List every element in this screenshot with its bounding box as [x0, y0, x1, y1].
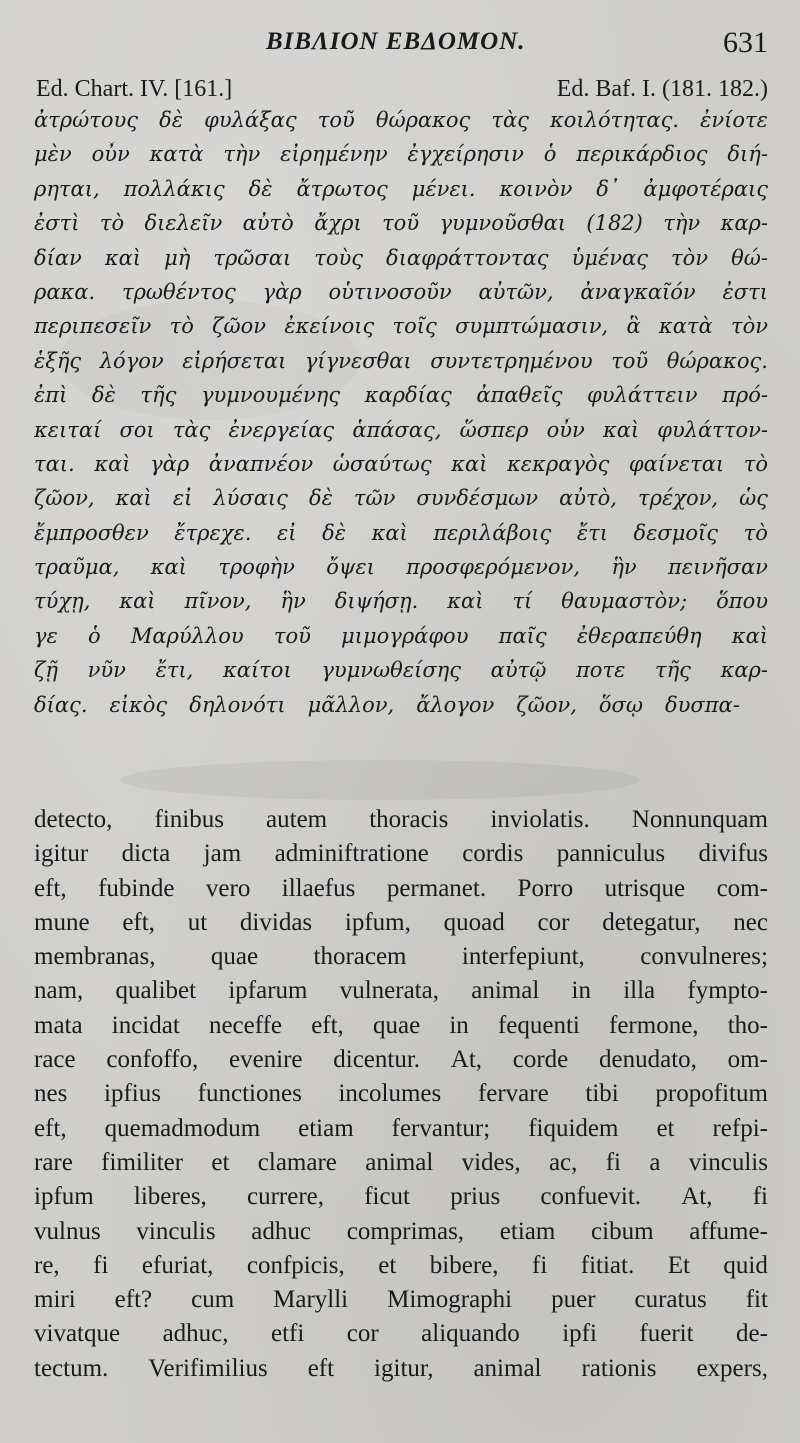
- edition-basel: Ed. Baf. I. (181. 182.): [556, 76, 768, 102]
- greek-text-line: ἀτρώτους δὲ φυλάξας τοῦ θώρακος τὰς κοιλότητας. ἐνίοτε: [34, 108, 768, 132]
- greek-text-block: [34, 108, 768, 727]
- latin-text-line: ipfum liberes, currere, ficut prius confuevit. At, fi: [34, 1183, 768, 1211]
- latin-text-line: race confoffo, evenire dicentur. At, corde denudato, om-: [34, 1046, 768, 1074]
- latin-text-block: [34, 806, 768, 1389]
- greek-text-line: γε ὁ Μαρύλλου τοῦ μιμογράφου παῖς ἐθεραπεύθη καὶ: [34, 623, 768, 648]
- latin-text-line: igitur dicta jam adminiftratione cordis panniculus divifus: [34, 840, 768, 868]
- page-number: 631: [723, 26, 768, 59]
- greek-text-line: τραῦμα, καὶ τροφὴν ὄψει προσφερόμενον, ἣν πεινῆσαν: [34, 555, 768, 580]
- edition-chartier: Ed. Chart. IV. [161.]: [36, 76, 233, 102]
- latin-text-line: membranas, quae thoracem interfepiunt, convulneres;: [34, 943, 768, 971]
- latin-text-line: detecto, finibus autem thoracis inviolatis. Nonnunquam: [34, 806, 768, 833]
- greek-text-line: ται. καὶ γὰρ ἀναπνέον ὡσαύτως καὶ κεκραγὸς φαίνεται τὸ: [34, 451, 768, 476]
- latin-text-line: nes ipfius functiones incolumes fervare tibi propofitum: [34, 1080, 768, 1108]
- latin-text-line: re, fi efuriat, confpicis, et bibere, fi fitiat. Et quid: [34, 1251, 768, 1279]
- greek-text-line: ρηται, πολλάκις δὲ ἄτρωτος μένει. κοινὸν δ᾽ ἀμφοτέραις: [34, 176, 768, 201]
- greek-text-line: δίαν καὶ μὴ τρῶσαι τοὺς διαφράττοντας ὑμένας τὸν θώ-: [34, 245, 768, 270]
- latin-text-line: vulnus vinculis adhuc comprimas, etiam cibum affume-: [34, 1217, 768, 1245]
- greek-text-line: τύχῃ, καὶ πῖνον, ἣν διψήσῃ. καὶ τί θαυμαστὸν; ὅπου: [34, 589, 768, 614]
- latin-text-line: mata incidat neceffe eft, quae in fequenti fermone, tho-: [34, 1011, 768, 1039]
- greek-text-line: περιπεσεῖν τὸ ζῶον ἐκείνοις τοῖς συμπτώμασιν, ἃ κατὰ τὸν: [34, 314, 768, 339]
- book-title: BIBΛION EBΔOMON.: [266, 28, 526, 55]
- running-head: [36, 22, 768, 66]
- greek-text-line: ἐπὶ δὲ τῆς γυμνουμένης καρδίας ἀπαθεῖς φυλάττειν πρό-: [34, 383, 768, 408]
- edition-references: [36, 76, 768, 106]
- latin-text-line: eft, fubinde vero illaefus permanet. Porro utrisque com-: [34, 874, 768, 902]
- latin-text-line: mune eft, ut dividas ipfum, quoad cor detegatur, nec: [34, 908, 768, 936]
- greek-text-line: ἔμπροσθεν ἔτρεχε. εἰ δὲ καὶ περιλάβοις ἔτι δεσμοῖς τὸ: [34, 520, 768, 545]
- greek-text-line: ζῶον, καὶ εἰ λύσαις δὲ τῶν συνδέσμων αὐτὸ, τρέχον, ὡς: [34, 486, 768, 511]
- greek-text-line: ρακα. τρωθέντος γὰρ οὑτινοσοῦν αὐτῶν, ἀναγκαῖόν ἐστι: [34, 279, 768, 304]
- greek-text-line: ἑξῆς λόγον εἰρήσεται γίγνεσθαι συντετρημένου τοῦ θώρακος.: [34, 348, 768, 373]
- greek-text-line: δίας. εἰκὸς δηλονότι μᾶλλον, ἄλογον ζῶον, ὅσῳ δυσπα-: [34, 692, 740, 717]
- greek-text-line: ἐστὶ τὸ διελεῖν αὐτὸ ἄχρι τοῦ γυμνοῦσθαι (182) τὴν καρ-: [34, 211, 768, 236]
- bleed-through-smudge: [120, 760, 640, 800]
- greek-text-line: κειταί σοι τὰς ἐνεργείας ἁπάσας, ὥσπερ οὖν καὶ φυλάττον-: [34, 417, 768, 442]
- latin-text-line: nam, qualibet ipfarum vulnerata, animal in illa fympto-: [34, 977, 768, 1005]
- latin-text-line: miri eft? cum Marylli Mimographi puer curatus fit: [34, 1286, 768, 1314]
- greek-text-line: μὲν οὖν κατὰ τὴν εἰρημένην ἐγχείρησιν ὁ περικάρδιος διή-: [34, 142, 768, 167]
- latin-text-line: rare fimiliter et clamare animal vides, ac, fi a vinculis: [34, 1148, 768, 1176]
- latin-text-line: eft, quemadmodum etiam fervantur; fiquidem et refpi-: [34, 1114, 768, 1142]
- latin-text-line: vivatque adhuc, etfi cor aliquando ipfi fuerit de-: [34, 1320, 768, 1348]
- latin-text-line: tectum. Verifimilius eft igitur, animal rationis expers,: [34, 1354, 768, 1382]
- greek-text-line: ζῇ νῦν ἔτι, καίτοι γυμνωθείσης αὐτῷ ποτε τῆς καρ-: [34, 658, 768, 683]
